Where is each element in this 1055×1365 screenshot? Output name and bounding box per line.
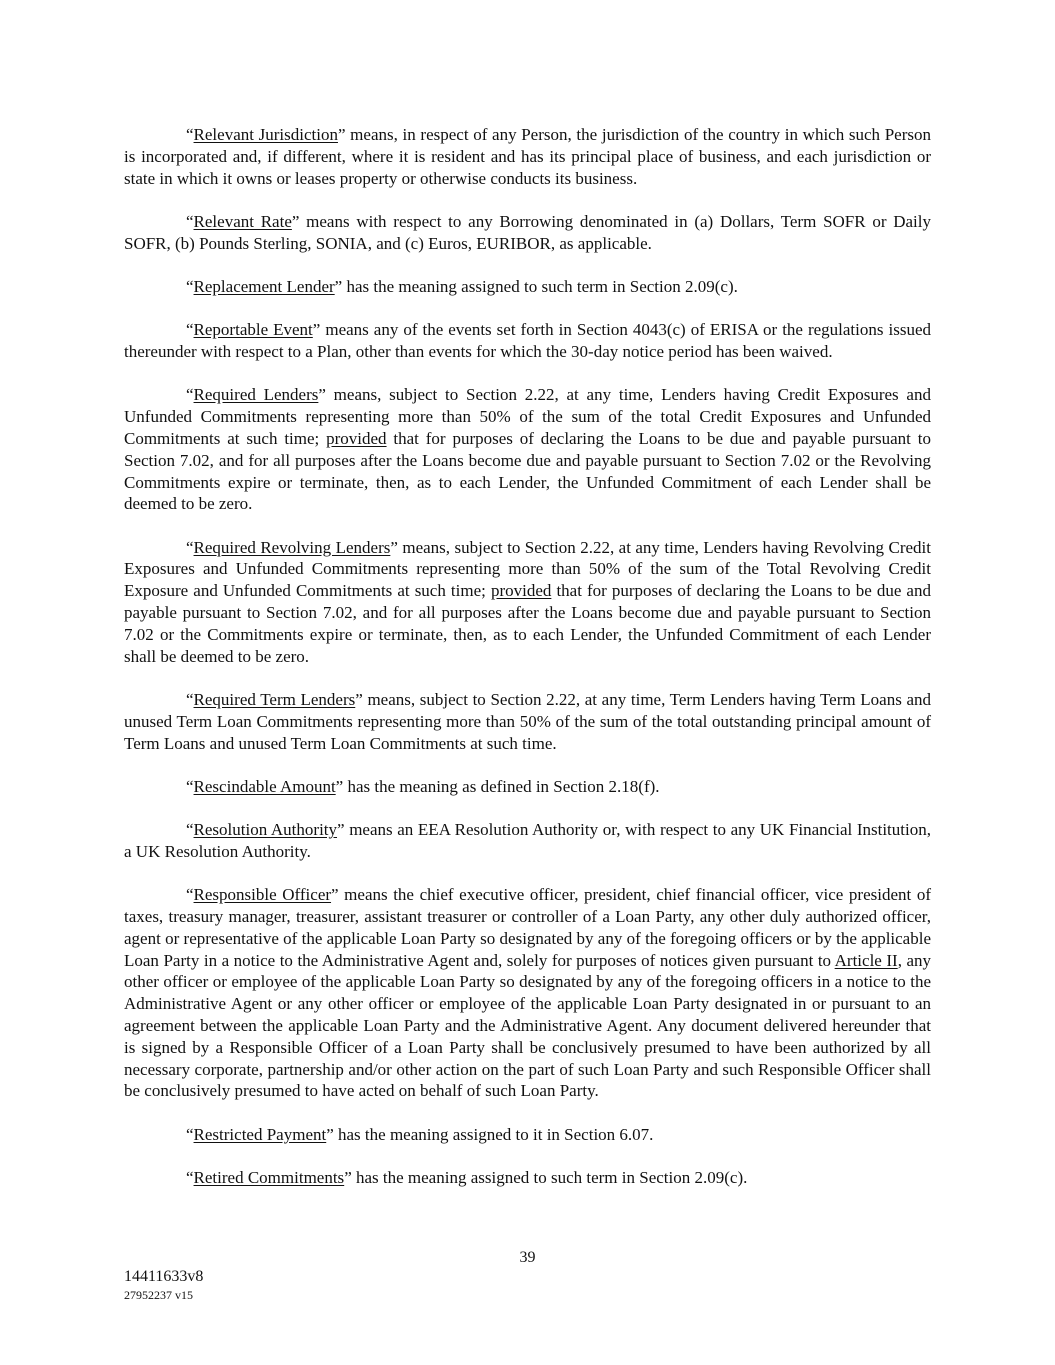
definition-text: ” means an EEA Resolution Authority or, with respect to any UK Financial Institution, a UK Resolution Authority. <box>124 820 931 861</box>
open-quote: “ <box>186 1167 194 1187</box>
defined-term: Relevant Rate <box>193 211 292 231</box>
definition-paragraph <box>124 1167 931 1189</box>
definition-paragraph <box>124 319 931 363</box>
definition-paragraph <box>124 276 931 298</box>
definition-paragraph <box>124 1124 931 1146</box>
definition-text: that for purposes of declaring the Loans to be due and payable pursuant to Section 7.02, and for all purposes after the Loans become due and payable pursuant to Section 7.02 or the Revolving Commitments expire or terminate, then, as to each Lender, the Unfunded Commitment of each Lender shall be deemed to be zero. <box>124 428 931 514</box>
definition-paragraph <box>124 537 931 668</box>
definition-paragraph <box>124 211 931 255</box>
definition-paragraph <box>124 689 931 754</box>
open-quote: “ <box>186 211 194 231</box>
open-quote: “ <box>186 276 194 296</box>
definition-text: , any other officer or employee of the applicable Loan Party so designated by any of the foregoing officers in a notice to the Administrative Agent or any other officer or employee of the applicable Loan Party designated in or pursuant to an agreement between the applicable Loan Party and the Administrative Agent. Any document delivered hereunder that is signed by a Responsible Officer of a Loan Party shall be conclusively presumed to have been authorized by all necessary corporate, partnership and/or other action on the part of such Loan Party and such Responsible Officer shall be conclusively presumed to have acted on behalf of such Loan Party. <box>124 950 931 1101</box>
open-quote: “ <box>186 320 194 340</box>
open-quote: “ <box>186 385 194 405</box>
definition-text: ” means with respect to any Borrowing denominated in (a) Dollars, Term SOFR or Daily SOFR, (b) Pounds Sterling, SONIA, and (c) Euros, EURIBOR, as applicable. <box>124 211 932 253</box>
document-body <box>124 124 931 1210</box>
definition-paragraph <box>124 776 931 798</box>
defined-term: Restricted Payment <box>193 1124 327 1144</box>
definition-text: that for purposes of declaring the Loans to be due and payable pursuant to Section 7.02, and for all purposes after the Loans become due and payable pursuant to Section 7.02 or the Commitments expire or terminate, then, as to each Lender, the Unfunded Commitment of each Lender shall be deemed to be zero. <box>124 581 931 666</box>
document-id: 14411633v8 <box>124 1268 204 1285</box>
definition-paragraph <box>124 884 931 1102</box>
underlined-reference: provided <box>326 428 387 448</box>
definition-text: ” means, subject to Section 2.22, at any time, Term Lenders having Term Loans and unused Term Loan Commitments representing more than 50% of the sum of the total outstanding principal amount of Term Loans and unused Term Loan Commitments at such time. <box>124 689 932 753</box>
defined-term: Retired Commitments <box>193 1167 345 1187</box>
underlined-reference: Article II <box>834 950 898 970</box>
document-id-secondary: 27952237 v15 <box>124 1288 193 1302</box>
definition-text: ” has the meaning assigned to such term in Section 2.09(c). <box>334 276 738 296</box>
open-quote: “ <box>186 776 194 796</box>
definition-text: ” has the meaning assigned to such term in Section 2.09(c). <box>344 1167 748 1187</box>
definition-text: ” means, subject to Section 2.22, at any time, Lenders having Credit Exposures and Unfunded Commitments representing more than 50% of the sum of the total Credit Exposures and Unfunded Commitments at such time; <box>124 385 931 448</box>
defined-term: Rescindable Amount <box>193 776 336 796</box>
defined-term: Resolution Authority <box>193 820 338 840</box>
definition-text: ” has the meaning assigned to it in Section 6.07. <box>326 1124 654 1144</box>
defined-term: Required Term Lenders <box>193 689 356 709</box>
open-quote: “ <box>186 885 194 905</box>
open-quote: “ <box>186 125 194 144</box>
open-quote: “ <box>186 1124 194 1144</box>
definition-paragraph <box>124 819 931 863</box>
definition-text: ” means, in respect of any Person, the jurisdiction of the country in which such Person is incorporated and, if different, where it is resident and has its principal place of business, and each jurisdiction or state in which it owns or leases property or otherwise conducts its business. <box>124 125 931 188</box>
open-quote: “ <box>186 689 194 709</box>
defined-term: Responsible Officer <box>193 885 332 905</box>
open-quote: “ <box>186 537 194 557</box>
defined-term: Relevant Jurisdiction <box>193 125 338 144</box>
defined-term: Required Revolving Lenders <box>193 537 391 557</box>
definition-text: ” means the chief executive officer, president, chief financial officer, vice president of taxes, treasury manager, treasurer, assistant treasurer or controller of a Loan Party, any other duly authorized officer, agent or representative of the applicable Loan Party so designated by any of the foregoing officers or by the applicable Loan Party in a notice to the Administrative Agent and, solely for purposes of notices given pursuant to <box>124 885 932 970</box>
definition-paragraph <box>124 384 931 515</box>
defined-term: Reportable Event <box>193 320 313 340</box>
defined-term: Replacement Lender <box>193 276 335 296</box>
definition-text: ” means, subject to Section 2.22, at any time, Lenders having Revolving Credit Exposures and Unfunded Commitments representing more than 50% of the sum of the Total Revolving Credit Exposure and Unfunded Commitments at such time; <box>124 537 931 601</box>
open-quote: “ <box>186 820 194 840</box>
definition-text: ” means any of the events set forth in Section 4043(c) of ERISA or the regulations issued thereunder with respect to a Plan, other than events for which the 30-day notice period has been waived. <box>124 320 931 362</box>
definition-text: ” has the meaning as defined in Section 2.18(f). <box>335 776 660 796</box>
underlined-reference: provided <box>490 581 552 601</box>
definition-paragraph <box>124 124 931 189</box>
defined-term: Required Lenders <box>193 385 319 405</box>
page-number: 39 <box>519 1249 536 1266</box>
